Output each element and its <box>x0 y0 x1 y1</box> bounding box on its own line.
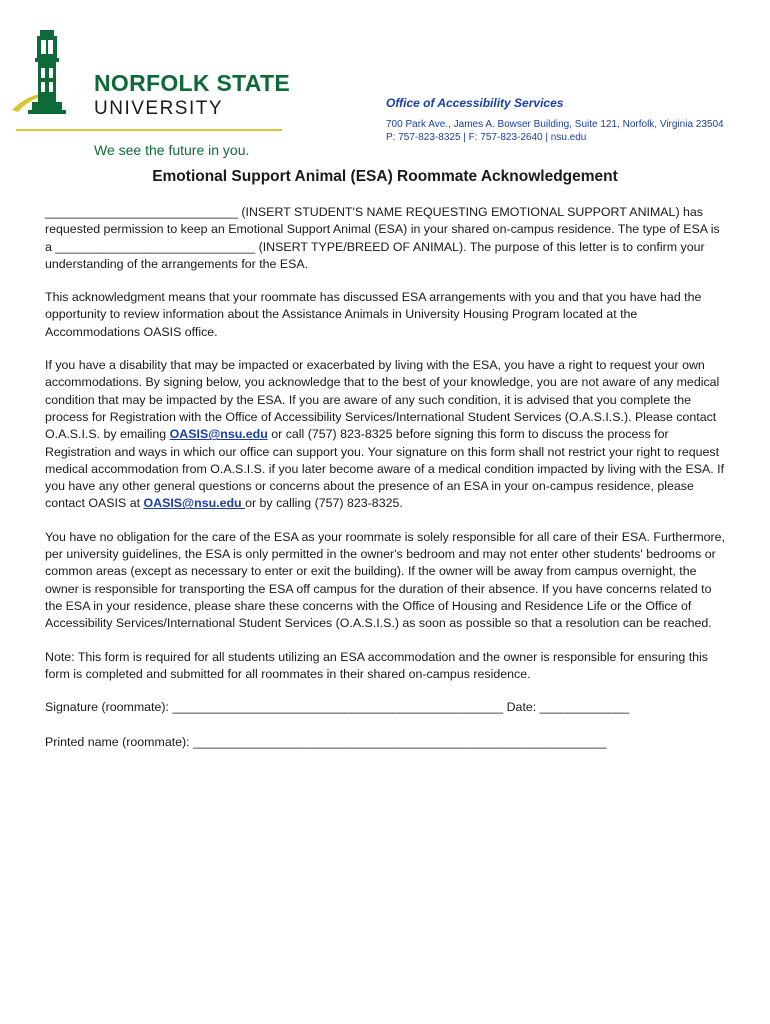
document-title: Emotional Support Animal (ESA) Roommate Acknowledgement <box>152 168 618 185</box>
paragraph-obligation: You have no obligation for the care of the ESA as your roommate is solely responsible for all care of their ESA. Furthermore, per university guidelines, the ESA is only permitted in the owner's bedroom and may not enter other students' bedrooms or common areas (except as necessary to enter or exit the building). If the owner will be away from campus overnight, the owner is responsible for transporting the ESA off campus for the duration of their absence. If you have concerns related to the ESA in your residence, please share these concerns with the Office of Housing and Residence Life or the Office of Accessibility Services/International Student Services (O.A.S.I.S.) as soon as possible so that a resolution can be reached. <box>45 529 726 631</box>
paragraph-disability-part-3: or by calling (757) 823-8325. <box>245 496 403 511</box>
clock-tower-icon <box>10 22 94 122</box>
paragraph-disability <box>45 357 728 513</box>
logo-gold-rule <box>16 129 282 131</box>
logo-tagline: We see the future in you. <box>94 142 250 158</box>
paragraph-note: Note: This form is required for all students utilizing an ESA accommodation and the owner is responsible for ensuring this form is completed and submitted for all roommates in their shared on-campus residence. <box>45 649 709 681</box>
office-phone-fax: P: 757-823-8325 | F: 757-823-2640 | nsu.edu <box>386 132 587 143</box>
oasis-email-link-2[interactable]: OASIS@nsu.edu <box>143 496 246 511</box>
document-body <box>45 204 728 770</box>
paragraph-disability-part-1: If you have a disability that may be impacted or exacerbated by living with the ESA, you have a right to request your own accommodations. By signing below, you acknowledge that to the best of your knowledge, you are not aware of any medical condition that may be impacted by the ESA. If you are aware of any such condition, it is advised that you complete the process for Registration with the Office of Accessibility Services/International Student Services (O.A.S.I.S.). Please contact O.A.S.I.S. by emailing <box>45 358 720 442</box>
logo-wordmark-university: UNIVERSITY <box>94 98 224 119</box>
paragraph-disability-part-2: or call (757) 823-8325 before signing this form to discuss the process for Registration and ways in which our office can support you. Your signature on this form shall not restrict your right to request medical accommodation from O.A.S.I.S. if you later become aware of a medical condition impacted by living with the ESA. If you have any other general questions or concerns about the presence of an ESA in your on-campus residence, please contact OASIS at <box>45 427 725 511</box>
office-address: 700 Park Ave., James A. Bowser Building, Suite 121, Norfolk, Virginia 23504 <box>386 119 724 130</box>
paragraph-acknowledgment: This acknowledgment means that your roommate has discussed ESA arrangements with you and that you have had the opportunity to review information about the Assistance Animals in University Housing Program located at the Accommodations OASIS office. <box>45 290 702 339</box>
oasis-email-link[interactable]: OASIS@nsu.edu <box>169 427 268 442</box>
university-logo <box>10 22 290 158</box>
printed-name-line[interactable]: Printed name (roommate): ____________________________________________________________ <box>45 735 607 750</box>
office-contact-block <box>386 96 746 144</box>
logo-wordmark-norfolk-state: NORFOLK STATE <box>94 70 290 96</box>
paragraph-intro: ____________________________ (INSERT STUDENT'S NAME REQUESTING EMOTIONAL SUPPORT ANIMAL) has requested permission to keep an Emotional Support Animal (ESA) in your shared on-campus residence. The type of ESA is a _____________________________ (INSERT TYPE/BREED OF ANIMAL). The purpose of this letter is to confirm your understanding of the arrangements for the ESA. <box>45 205 720 271</box>
office-name: Office of Accessibility Services <box>386 96 564 110</box>
signature-line[interactable]: Signature (roommate): ________________________________________________ Date: _____________ <box>45 700 630 715</box>
